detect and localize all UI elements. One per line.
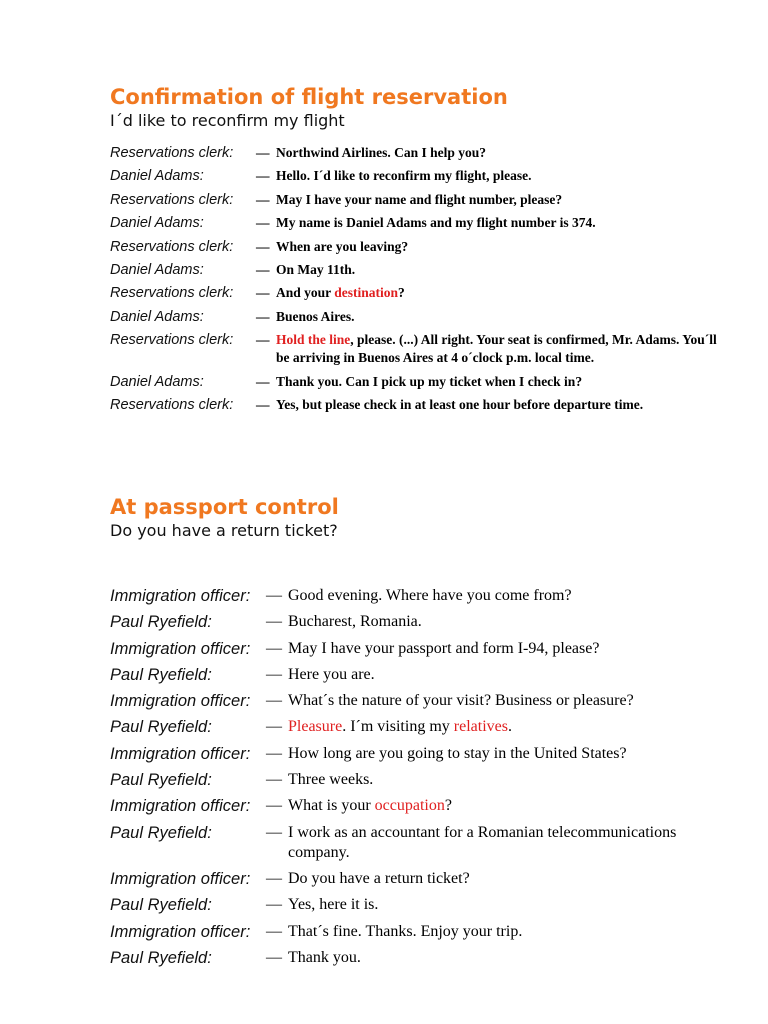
- highlighted-phrase: relatives: [453, 718, 508, 736]
- line-text: I work as an accountant for a Romanian telecommunications company.: [288, 823, 677, 861]
- dialogue-dash: —: [266, 771, 282, 789]
- dialogue-dash: —: [266, 718, 282, 736]
- speaker-name: Daniel Adams:: [110, 373, 204, 390]
- speaker-name: Reservations clerk:: [110, 332, 234, 349]
- section-subtitle: I´d like to reconfirm my flight: [110, 111, 345, 130]
- dialogue-dash: —: [256, 373, 270, 389]
- section-passport-control: [110, 494, 730, 974]
- dialogue-line: [110, 869, 730, 889]
- spoken-line: [288, 770, 730, 790]
- dialogue-list: [110, 586, 730, 968]
- line-text: Thank you.: [288, 948, 361, 966]
- dialogue-dash: —: [266, 744, 282, 762]
- line-text: Hello. I´d like to reconfirm my flight, please.: [276, 168, 532, 184]
- speaker-name: Daniel Adams:: [110, 168, 204, 185]
- line-text: , please. (...) All right. Your seat is confirmed, Mr. Adams. You´ll be arriving in Buenos Aires at 4 o´clock p.m. local time.: [276, 332, 717, 366]
- speaker-name: Paul Ryefield:: [110, 718, 212, 737]
- speaker-name: Paul Ryefield:: [110, 771, 212, 790]
- dialogue-dash: —: [256, 308, 270, 324]
- spoken-line: [288, 796, 730, 816]
- dialogue-dash: —: [266, 613, 282, 631]
- dialogue-dash: —: [266, 587, 282, 604]
- dialogue-dash: —: [256, 332, 270, 348]
- speaker-name: Paul Ryefield:: [110, 896, 212, 915]
- dialogue-line: [110, 895, 730, 915]
- spoken-line: [276, 144, 730, 162]
- line-text: May I have your passport and form I-94, please?: [288, 639, 600, 657]
- line-text: How long are you going to stay in the United States?: [288, 744, 627, 762]
- highlighted-phrase: Hold the line: [276, 332, 351, 348]
- line-text: Northwind Airlines. Can I help you?: [276, 145, 487, 160]
- dialogue-line: [110, 796, 730, 816]
- spoken-line: [288, 895, 730, 915]
- spoken-line: [288, 586, 730, 606]
- speaker-name: Paul Ryefield:: [110, 948, 212, 967]
- dialogue-dash: —: [256, 396, 270, 412]
- dialogue-line: [110, 770, 730, 790]
- highlighted-phrase: occupation: [374, 797, 445, 815]
- dialogue-line: [110, 261, 730, 279]
- line-text: On May 11th.: [276, 261, 356, 277]
- line-text: Here you are.: [288, 665, 375, 683]
- spoken-line: [288, 612, 730, 632]
- dialogue-line: [110, 167, 730, 185]
- dialogue-dash: —: [256, 145, 270, 160]
- dialogue-dash: —: [266, 797, 282, 815]
- dialogue-line: [110, 922, 730, 942]
- speaker-name: Reservations clerk:: [110, 145, 234, 161]
- line-text: Yes, but please check in at least one hour before departure time.: [276, 396, 644, 412]
- line-text: My name is Daniel Adams and my flight number is 374.: [276, 215, 596, 231]
- dialogue-line: [110, 238, 730, 256]
- speaker-name: Immigration officer:: [110, 692, 251, 711]
- section-flight-reservation: [110, 84, 730, 419]
- dialogue-dash: —: [266, 896, 282, 914]
- dialogue-dash: —: [256, 168, 270, 184]
- dialogue-dash: —: [256, 215, 270, 231]
- spoken-line: [288, 744, 730, 764]
- spoken-line: [276, 396, 730, 414]
- dialogue-line: [110, 396, 730, 414]
- speaker-name: Daniel Adams:: [110, 261, 204, 278]
- highlighted-phrase: destination: [334, 285, 399, 301]
- spoken-line: [276, 191, 730, 209]
- line-text: . I´m visiting my: [342, 718, 454, 736]
- dialogue-dash: —: [256, 238, 270, 254]
- section-title: Confirmation of flight reservation: [110, 85, 508, 109]
- spoken-line: [276, 308, 730, 326]
- dialogue-dash: —: [266, 692, 282, 710]
- dialogue-line: [110, 284, 730, 302]
- spoken-line: [276, 167, 730, 185]
- section-subtitle: Do you have a return ticket?: [110, 521, 338, 540]
- spoken-line: [276, 214, 730, 232]
- line-text: Good evening. Where have you come from?: [288, 587, 572, 604]
- dialogue-line: [110, 373, 730, 391]
- spoken-line: [276, 373, 730, 391]
- dialogue-line: [110, 744, 730, 764]
- spoken-line: [288, 665, 730, 685]
- dialogue-dash: —: [256, 191, 270, 207]
- spoken-line: [288, 691, 730, 711]
- spoken-line: [276, 238, 730, 256]
- spoken-line: [288, 948, 730, 968]
- dialogue-line: [110, 717, 730, 737]
- dialogue-dash: —: [266, 639, 282, 657]
- spoken-line: [276, 284, 730, 302]
- dialogue-dash: —: [266, 922, 282, 940]
- line-text: Do you have a return ticket?: [288, 869, 470, 887]
- dialogue-line: [110, 586, 730, 606]
- speaker-name: Reservations clerk:: [110, 285, 234, 302]
- line-text: And your: [276, 285, 335, 301]
- spoken-line: [288, 639, 730, 659]
- line-text: ?: [398, 285, 405, 301]
- speaker-name: Paul Ryefield:: [110, 613, 212, 632]
- speaker-name: Paul Ryefield:: [110, 823, 212, 842]
- line-text: Buenos Aires.: [276, 308, 355, 324]
- spoken-line: [276, 331, 730, 367]
- speaker-name: Immigration officer:: [110, 587, 251, 605]
- dialogue-dash: —: [256, 261, 270, 277]
- dialogue-line: [110, 612, 730, 632]
- dialogue-line: [110, 331, 730, 367]
- dialogue-dash: —: [266, 869, 282, 887]
- speaker-name: Reservations clerk:: [110, 238, 234, 255]
- dialogue-line: [110, 948, 730, 968]
- dialogue-line: [110, 823, 730, 863]
- spoken-line: [288, 823, 730, 863]
- speaker-name: Immigration officer:: [110, 744, 251, 763]
- speaker-name: Reservations clerk:: [110, 396, 234, 413]
- speaker-name: Reservations clerk:: [110, 191, 234, 208]
- line-text: Bucharest, Romania.: [288, 613, 422, 631]
- dialogue-list: [110, 144, 730, 414]
- line-text: .: [507, 718, 512, 736]
- line-text: Thank you. Can I pick up my ticket when I check in?: [276, 373, 583, 389]
- line-text: When are you leaving?: [276, 238, 409, 254]
- spoken-line: [276, 261, 730, 279]
- speaker-name: Immigration officer:: [110, 797, 251, 816]
- speaker-name: Immigration officer:: [110, 639, 251, 658]
- speaker-name: Daniel Adams:: [110, 215, 204, 232]
- line-text: May I have your name and flight number, please?: [276, 191, 563, 207]
- dialogue-dash: —: [266, 948, 282, 966]
- dialogue-dash: —: [266, 823, 282, 841]
- spoken-line: [288, 869, 730, 889]
- dialogue-line: [110, 144, 730, 162]
- dialogue-line: [110, 308, 730, 326]
- dialogue-dash: —: [256, 285, 270, 301]
- line-text: What´s the nature of your visit? Business or pleasure?: [288, 692, 634, 710]
- dialogue-line: [110, 191, 730, 209]
- line-text: Yes, here it is.: [288, 896, 379, 914]
- line-text: Three weeks.: [288, 771, 374, 789]
- line-text: That´s fine. Thanks. Enjoy your trip.: [288, 922, 523, 940]
- section-title: At passport control: [110, 495, 339, 519]
- line-text: ?: [444, 797, 452, 815]
- line-text: What is your: [288, 797, 375, 815]
- dialogue-line: [110, 214, 730, 232]
- dialogue-line: [110, 691, 730, 711]
- dialogue-line: [110, 639, 730, 659]
- speaker-name: Immigration officer:: [110, 869, 251, 888]
- speaker-name: Paul Ryefield:: [110, 665, 212, 684]
- spoken-line: [288, 717, 730, 737]
- spoken-line: [288, 922, 730, 942]
- dialogue-dash: —: [266, 665, 282, 683]
- highlighted-phrase: Pleasure: [288, 718, 343, 736]
- dialogue-line: [110, 665, 730, 685]
- speaker-name: Daniel Adams:: [110, 308, 204, 325]
- speaker-name: Immigration officer:: [110, 922, 251, 941]
